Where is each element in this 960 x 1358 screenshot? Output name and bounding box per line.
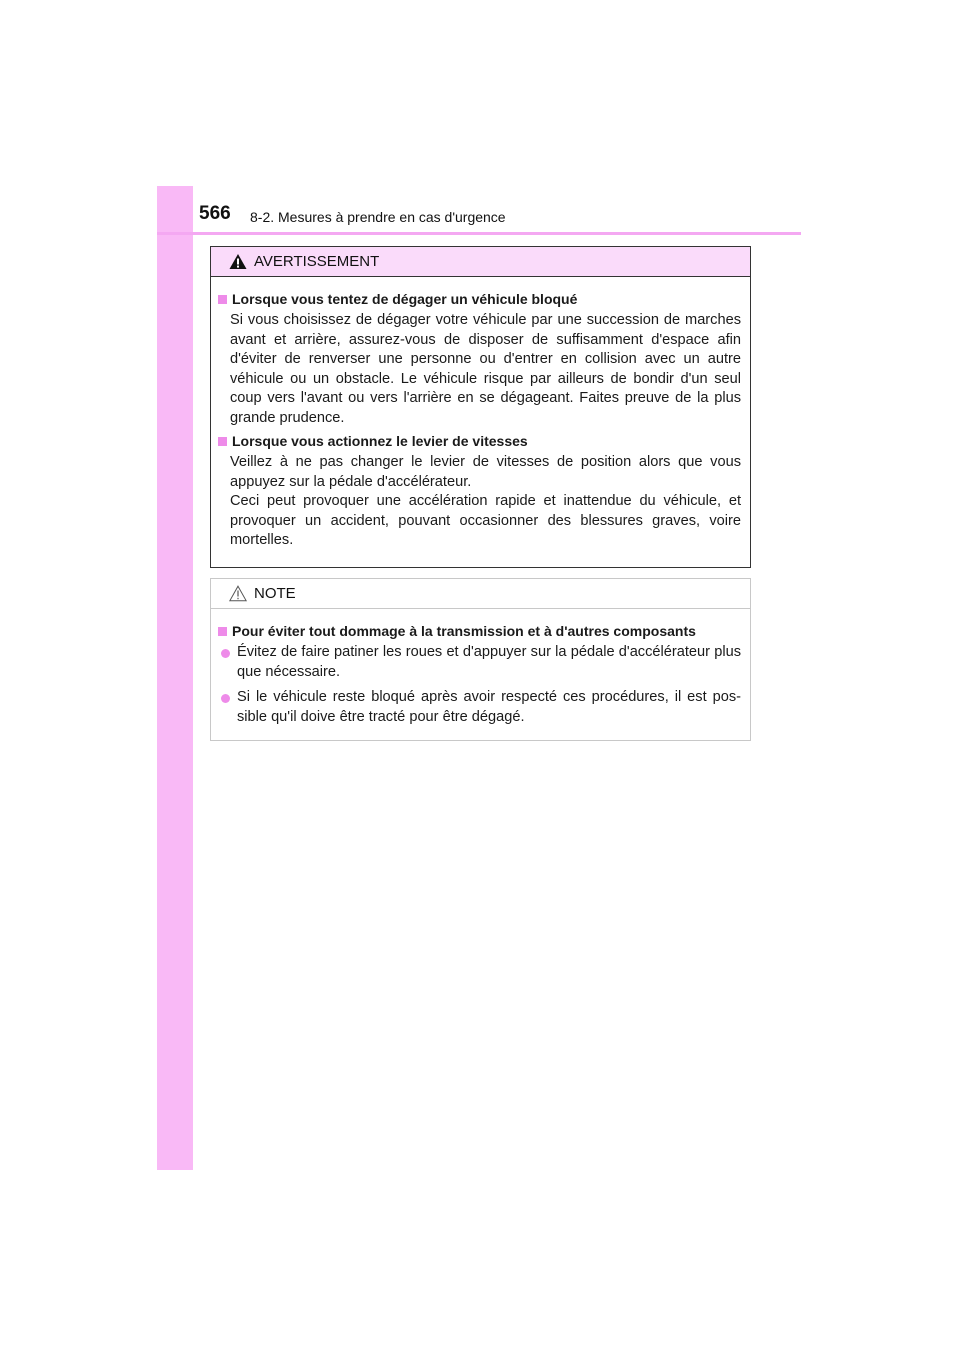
note-content [211, 609, 750, 727]
square-bullet-icon [218, 437, 227, 446]
warning-paragraph: Si vous choisissez de dégager votre véhicule par une succession de marches avant et arrière, assurez-vous de disposer de suffisamment d'espace afin d'éviter de renverser une personne ou d'entrer en collision avec un autre véhicule ou un obstacle. Le véhicule risque par ailleurs de bondir d'un seul coup vers l'avant ou vers l'arrière en se dégageant. Faites preuve de la plus grande prudence. [230, 312, 741, 426]
warning-paragraph: Ceci peut provoquer une accélération rapide et inattendue du véhicule, et provoquer un accident, pouvant occasionner des blessures graves, voire mortelles. [230, 493, 741, 548]
square-bullet-icon [218, 627, 227, 636]
warning-box [210, 246, 751, 568]
warning-triangle-filled-icon [229, 253, 247, 270]
warning-item-heading-text: Lorsque vous tentez de dégager un véhicule bloqué [232, 291, 578, 307]
header-rule [157, 232, 801, 235]
square-bullet-icon [218, 295, 227, 304]
side-color-strip [157, 186, 193, 1170]
note-bullet-item [221, 643, 741, 682]
warning-triangle-outline-icon [229, 585, 247, 602]
round-bullet-icon [221, 694, 230, 703]
note-bullet-item [221, 688, 741, 727]
note-header [211, 579, 750, 609]
warning-content [211, 277, 750, 551]
warning-item-heading-text: Lorsque vous actionnez le levier de vitesses [232, 433, 528, 449]
note-heading-text: Pour éviter tout dommage à la transmission et à d'autres composants [232, 623, 696, 639]
note-bullet-text: Si le véhicule reste bloqué après avoir respecté ces procédures, il est pos-sible qu'il doive être tracté pour être dégagé. [237, 689, 741, 725]
warning-paragraph: Veillez à ne pas changer le levier de vitesses de position alors que vous appuyez sur la pédale d'accélérateur. [230, 454, 741, 490]
note-title: NOTE [254, 585, 296, 602]
note-box [210, 578, 751, 741]
warning-title: AVERTISSEMENT [254, 253, 380, 270]
warning-header [211, 247, 750, 277]
warning-item-heading [218, 431, 741, 451]
note-heading [218, 621, 741, 641]
round-bullet-icon [221, 649, 230, 658]
warning-item-heading [218, 289, 741, 309]
page-number: 566 [199, 203, 231, 224]
section-title: 8-2. Mesures à prendre en cas d'urgence [250, 209, 506, 225]
note-bullet-text: Évitez de faire patiner les roues et d'appuyer sur la pédale d'accélérateur plus que nécessaire. [237, 644, 741, 680]
